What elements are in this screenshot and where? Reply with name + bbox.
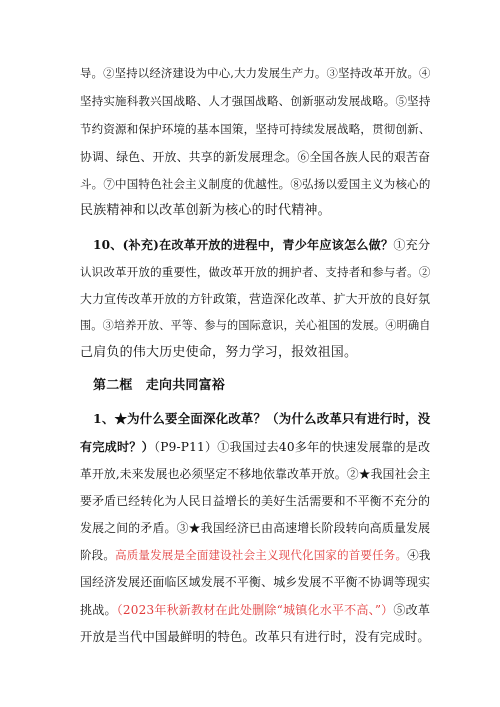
line-segment: 节约资源和保护环境的基本国策，坚持可持续发展战略，贯彻创新、: [80, 122, 431, 136]
text-line: [80, 120, 430, 138]
section-title: 第二框 走向共同富裕: [93, 378, 226, 393]
text-line: [80, 92, 430, 110]
text-line: [80, 628, 430, 646]
line-segment: 认识改革开放的重要性，做改革开放的拥护者、支持者和参与者。②: [80, 265, 431, 279]
text-line: [80, 465, 430, 483]
line-segment: 国经济发展还面临区域发展不平衡、城乡发展不平衡不协调等现实: [80, 575, 431, 589]
question-heading: 10、(补充)在改革开放的进程中，青少年应该怎么做？: [93, 238, 394, 252]
line-segment: 要矛盾已经转化为人民日益增长的美好生活需要和不平衡不充分的: [80, 494, 431, 508]
question-1-line: [93, 410, 430, 428]
text-line: [80, 519, 430, 537]
line-segment: （P9-P11）①我国过去40多年的快速发展靠的是改: [153, 440, 431, 454]
line-segment: 开放是当代中国最鲜明的特色。改革只有进行时，没有完成时。: [80, 630, 430, 644]
text-line: [80, 438, 430, 456]
text-line: [80, 573, 430, 591]
question-heading-cont: 有完成时？）: [80, 440, 154, 454]
text-line: [80, 492, 430, 510]
line-segment: 发展之间的矛盾。③★我国经济已由高速增长阶段转向高质量发展: [80, 521, 431, 535]
line-segment: ⑤改革: [393, 603, 431, 617]
line-segment: 阶段。: [80, 548, 116, 562]
line-segment: 大力宣传改革开放的方针政策，营造深化改革、扩大开放的良好氛: [80, 292, 431, 306]
line-segment: 挑战。: [80, 603, 117, 617]
text-line: [80, 290, 430, 308]
text-line: [80, 202, 430, 220]
line-segment: 斗。⑦中国特色社会主义制度的优越性。⑧弘扬以爱国主义为核心的: [80, 177, 431, 191]
line-segment: 导。②坚持以经济建设为中心,大力发展生产力。③坚持改革开放。④: [80, 66, 431, 80]
question-10-line: [93, 236, 430, 254]
line-segment: 己肩负的伟大历史使命，努力学习，报效祖国。: [80, 345, 358, 360]
question-heading: 1、★为什么要全面深化改革？（为什么改革只有进行时，没: [93, 411, 431, 426]
line-segment: 革开放,未来发展也必须坚定不移地依靠改革开放。②★我国社会主: [80, 467, 431, 481]
text-line: [80, 601, 430, 619]
line-segment: 坚持实施科教兴国战略、人才强国战略、创新驱动发展战略。⑤坚持: [80, 94, 431, 108]
line-segment: ①充分: [393, 238, 431, 252]
text-line: [80, 64, 430, 82]
text-line: [80, 317, 430, 335]
text-line: [80, 263, 430, 281]
text-line: [80, 546, 430, 564]
text-line: [80, 175, 430, 193]
section-heading: [93, 377, 430, 395]
highlight-note: （2023年秋新教材在此处删除“城镇化水平不高、”）: [116, 603, 394, 617]
line-segment: ④我: [407, 548, 431, 562]
highlight-text: 高质量发展是全面建设社会主义现代化国家的首要任务。: [115, 548, 408, 562]
line-segment: 围。③培养开放、平等、参与的国际意识，关心祖国的发展。④明确自: [80, 319, 431, 332]
line-segment: 协调、绿色、开放、共享的新发展理念。⑥全国各族人民的艰苦奋: [80, 150, 431, 164]
text-line: [80, 148, 430, 166]
text-line: [80, 344, 430, 362]
line-segment: 民族精神和以改革创新为核心的时代精神。: [80, 203, 331, 218]
